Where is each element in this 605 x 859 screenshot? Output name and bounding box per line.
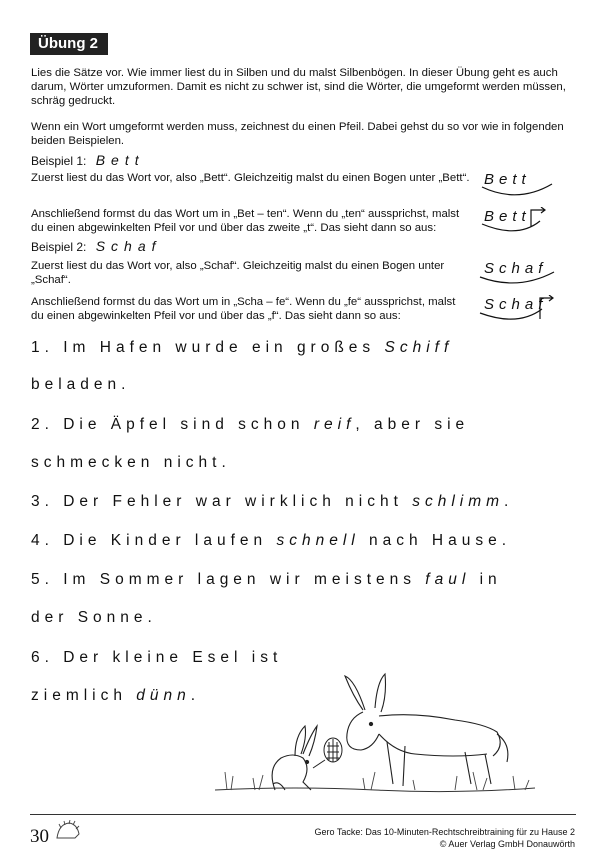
example-1-step-2: Anschließend formst du das Wort um in „Bet – ten“. Wenn du „ten“ aussprichst, malst du einen abgewinkelten Pfeil vor und über das zweite „t“. Das sieht dann so aus: <box>31 208 460 234</box>
syllable-arc-icon <box>478 259 558 287</box>
donkey-icon <box>345 674 508 786</box>
sentence-5-line-2 <box>31 609 157 627</box>
transform-word: reif <box>313 416 356 433</box>
angled-arrow-icon <box>478 295 558 323</box>
demo-word: Schaf <box>484 260 548 277</box>
demo-word: Bett <box>484 208 531 225</box>
footer-divider <box>30 814 576 815</box>
sentence-text: 6. Der kleine Esel ist <box>31 649 283 666</box>
credit-line: © Auer Verlag GmbH Donauwörth <box>439 839 575 849</box>
syllable-arc-icon <box>478 170 558 198</box>
demo-word: Schaf <box>484 296 548 313</box>
sentence-text: beladen. <box>31 376 131 393</box>
sentence-text: ziemlich <box>31 687 137 704</box>
sentence-2-line-2 <box>31 454 231 472</box>
sentence-4 <box>31 532 511 550</box>
sentence-3 <box>31 493 513 511</box>
sentence-text: 5. Im Sommer lagen wir meistens <box>31 571 426 588</box>
demo-word: Bett <box>484 171 531 188</box>
transform-word: faul <box>425 571 471 588</box>
page-number: 30 <box>30 826 49 847</box>
sentence-text: 2. Die Äpfel sind schon <box>31 416 314 433</box>
sentence-6-line-1 <box>31 649 282 667</box>
sentence-text: schmecken nicht. <box>31 454 231 471</box>
sentence-text: . <box>504 493 514 510</box>
intro-paragraph-1: Lies die Sätze vor. Wie immer liest du in Silben und du malst Silbenbögen. In dieser Übung geht es auch darum, Wörter umzuformen. Damit es nicht zu schwer ist, sind die Wörter, die umgeformt werden müssen, schräg gedruckt. <box>31 67 566 107</box>
example-word: Schaf <box>95 238 162 254</box>
sentence-text: , aber sie <box>355 416 470 433</box>
sentence-text: 1. Im Hafen wurde ein großes <box>31 339 385 356</box>
example-1-demo-arrow <box>478 207 558 231</box>
sentence-6-line-2 <box>31 687 200 705</box>
example-1-demo-arc <box>478 170 558 194</box>
sentence-5-line-1 <box>31 571 502 589</box>
sentence-1-line-2 <box>31 376 130 394</box>
example-label: Beispiel 1: <box>31 154 87 168</box>
sentence-2-line-1 <box>31 416 469 434</box>
exercise-title: Übung 2 <box>30 33 108 55</box>
sentence-text: der Sonne. <box>31 609 157 626</box>
sentence-text: nach Hause. <box>359 532 512 549</box>
example-word: Bett <box>95 152 145 168</box>
credit-line: Gero Tacke: Das 10-Minuten-Rechtschreibtraining für zu Hause 2 <box>314 827 575 837</box>
transform-word: dünn <box>136 687 191 704</box>
rabbit-icon <box>272 726 317 790</box>
footer-credit <box>315 826 575 850</box>
example-label: Beispiel 2: <box>31 240 87 254</box>
rabbit-and-donkey-illustration <box>215 672 545 802</box>
hedgehog-icon <box>55 820 81 842</box>
sentence-text: 4. Die Kinder laufen <box>31 532 277 549</box>
sentence-text: . <box>190 687 201 704</box>
sentence-text: 3. Der Fehler war wirklich nicht <box>31 493 413 510</box>
transform-word: schnell <box>276 532 360 549</box>
example-1-step-1: Zuerst liest du das Wort vor, also „Bett“. Gleichzeitig malst du einen Bogen unter „Bett“. <box>31 172 470 184</box>
transform-word: schlimm <box>412 493 505 510</box>
example-2-step-2: Anschließend formst du das Wort um in „Scha – fe“. Wenn du „fe“ aussprichst, malst du einen abgewinkelten Pfeil vor und über das „f“. Das sieht dann so aus: <box>31 296 456 322</box>
intro-paragraph-2: Wenn ein Wort umgeformt werden muss, zeichnest du einen Pfeil. Dabei gehst du so vor wie in folgenden beiden Beispielen. <box>31 121 564 147</box>
sentence-1-line-1 <box>31 339 453 357</box>
example-2-demo-arc <box>478 259 558 283</box>
sentence-text: in <box>470 571 502 588</box>
angled-arrow-icon <box>478 207 558 235</box>
example-2-step-1: Zuerst liest du das Wort vor, also „Schaf“. Gleichzeitig malst du einen Bogen unter „Schaf“. <box>31 260 445 286</box>
example-1-heading <box>31 152 145 168</box>
example-2-heading <box>31 238 162 254</box>
transform-word: Schiff <box>384 339 454 356</box>
example-2-demo-arrow <box>478 295 558 319</box>
